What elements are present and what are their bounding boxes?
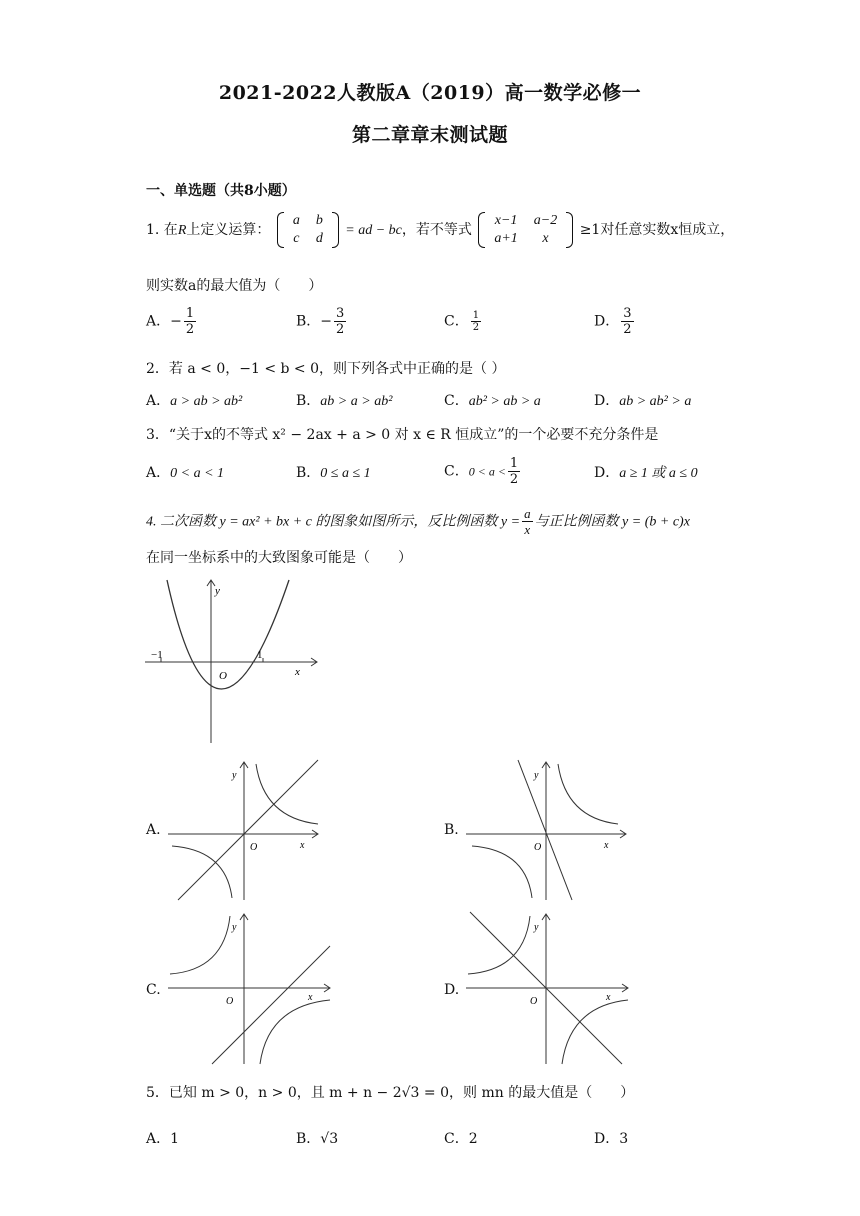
question-5-stem: 5．已知 m > 0，n > 0，且 m + n − 2√3 = 0，则 mn 的最大值是（ ） [146,1085,635,1101]
svg-text:x: x [300,840,305,851]
graph-x-label: x [295,666,300,678]
q1-option-b: B．− $\frac{3}{2}$ [296,306,345,337]
hyperbola-branch-upper [256,764,318,824]
svg-text:O: O [250,842,258,853]
svg-text:y: y [232,922,237,933]
q4-option-a-label: A. [146,822,161,838]
svg-text:O: O [530,996,538,1007]
q1-option-d: D． $\frac{3}{2}$ [594,306,632,337]
hyperbola-branch-lower [172,846,232,898]
svg-text:x: x [606,992,611,1003]
svg-text:y: y [232,770,237,781]
matrix-definition: a b c d [277,212,339,248]
graph-origin-label: O [219,670,227,682]
graph-pos1-label: 1 [257,649,263,661]
q4-option-d-graph [466,910,630,1066]
svg-text:O: O [534,842,542,853]
matrix-inequality: x−1 a−2 a+1 x [478,212,573,248]
q2-option-c: C．ab² > ab > a [444,393,541,409]
question-1-stem: 1. 在R上定义运算： a b c d = ad − bc，若不等式 x−1 a−2 a+1 x ≥1对任意实数x恒成立， [146,213,735,246]
svg-text:x: x [308,992,313,1003]
svg-text:x: x [604,840,609,851]
q2-option-b: B．ab > a > ab² [296,393,393,409]
line-graph [518,760,572,900]
question-3-stem: 3．“关于x的不等式 x² − 2ax + a > 0 对 x ∈ R 恒成立”的一个必要不充分条件是 [146,427,659,443]
q4-option-c-label: C. [146,982,161,998]
q5-option-b: B．√3 [296,1131,339,1147]
graph-y-label: y [215,585,220,597]
q4-option-b-graph [466,758,628,902]
section-heading: 一、单选题（共8小题） [146,183,296,199]
parabola-curve [167,580,289,689]
svg-text:y: y [534,770,539,781]
svg-text:y: y [534,922,539,933]
question-1-line2: 则实数a的最大值为（ ） [146,278,323,294]
title-line-1: 2021-2022人教版A（2019）高一数学必修一 [218,82,642,104]
q4-option-d-label: D. [444,982,460,998]
q4-option-b-label: B. [444,822,459,838]
q3-option-a: A．0 < a < 1 [146,465,225,481]
graph-neg1-label: −1 [151,649,163,661]
question-4-line2: 在同一坐标系中的大致图象可能是（ ） [146,550,412,566]
line-graph [178,760,318,900]
parabola-graph [145,578,325,748]
q2-option-d: D．ab > ab² > a [594,393,692,409]
q5-option-d: D．3 [594,1131,629,1147]
q4-option-c-graph [168,910,332,1066]
q4-option-a-graph [168,758,320,902]
q3-option-d: D．a ≥ 1 或 a ≤ 0 [594,465,698,481]
q2-option-a: A．a > ab > ab² [146,393,243,409]
svg-text:O: O [226,996,234,1007]
title-line-2: 第二章章末测试题 [351,124,508,146]
q3-option-c: C．0 < a < $\frac{1}{2}$ [444,456,519,487]
q5-option-a: A．1 [146,1131,180,1147]
q1-option-a: A．− $\frac{1}{2}$ [146,306,195,337]
question-2-stem: 2．若 a < 0，−1 < b < 0，则下列各式中正确的是（ ） [146,361,506,377]
q3-option-b: B．0 ≤ a ≤ 1 [296,465,371,481]
question-4-stem: 4. 二次函数 y = ax² + bx + c 的图象如图所示，反比例函数 y = $\frac{a}{x}$ 与正比例函数 y = (b + c)x [146,506,690,537]
q5-option-c: C．2 [444,1131,478,1147]
q1-option-c: C． $\frac{1}{2}$ [444,310,480,333]
